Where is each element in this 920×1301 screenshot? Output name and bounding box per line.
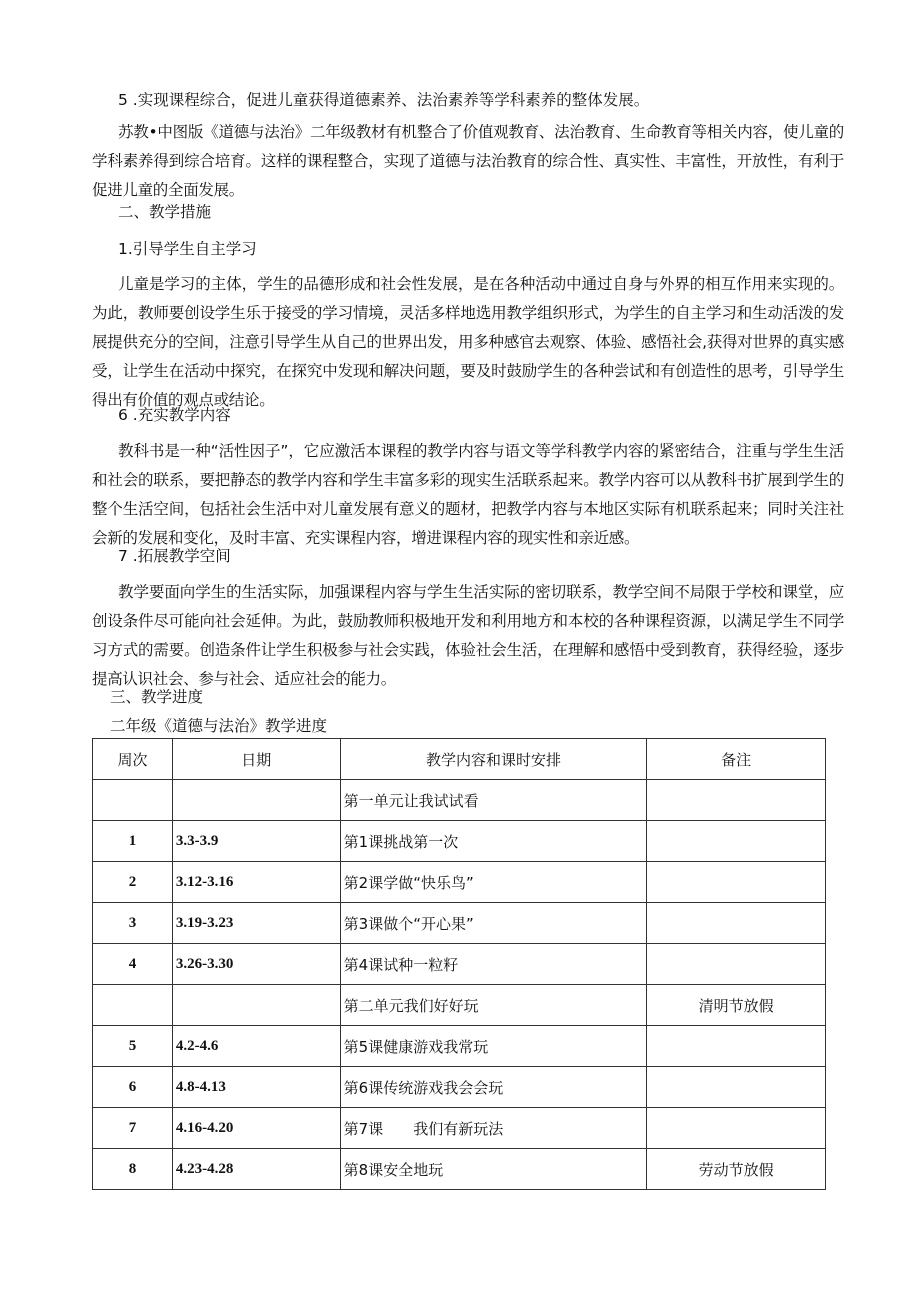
week-cell: 8 xyxy=(93,1149,173,1190)
section-5-paragraph: 苏教•中图版《道德与法治》二年级教材有机整合了价值观教育、法治教育、生命教育等相关内容，使儿童的学科素养得到综合培育。这样的课程整合，实现了道德与法治教育的综合性、真实性、丰富性，开放性，有利于促进儿童的全面发展。 xyxy=(92,123,844,199)
notes-cell xyxy=(647,862,826,903)
section-5-heading: 5 .实现课程综合，促进儿童获得道德素养、法治素养等学科素养的整体发展。 xyxy=(118,91,650,109)
header-week: 周次 xyxy=(93,739,173,780)
week-cell: 5 xyxy=(93,1026,173,1067)
date-cell: 4.8-4.13 xyxy=(172,1067,340,1108)
measure-7-heading: 7 .拓展教学空间 xyxy=(118,547,231,565)
date-cell: 3.26-3.30 xyxy=(172,944,340,985)
date-cell: 3.3-3.9 xyxy=(172,821,340,862)
table-row xyxy=(93,1149,826,1190)
content-cell: 第8课安全地玩 xyxy=(340,1149,647,1190)
content-cell: 第6课传统游戏我会会玩 xyxy=(340,1067,647,1108)
header-content: 教学内容和课时安排 xyxy=(340,739,647,780)
notes-cell xyxy=(647,1067,826,1108)
table-caption: 二年级《道德与法治》教学进度 xyxy=(110,717,328,735)
table-row xyxy=(93,1026,826,1067)
week-cell xyxy=(93,985,173,1026)
notes-cell xyxy=(647,780,826,821)
table-row xyxy=(93,780,826,821)
week-cell: 7 xyxy=(93,1108,173,1149)
header-date: 日期 xyxy=(172,739,340,780)
schedule-table xyxy=(92,738,826,1190)
content-cell: 第2课学做“快乐鸟” xyxy=(340,862,647,903)
part-2-heading: 二、教学措施 xyxy=(118,203,212,221)
table-row xyxy=(93,903,826,944)
measure-1-paragraph: 儿童是学习的主体，学生的品德形成和社会性发展，是在各种活动中通过自身与外界的相互作用来实现的。为此，教师要创设学生乐于接受的学习情境，灵活多样地选用教学组织形式，为学生的自主学习和生动活泼的发展提供充分的空间，注意引导学生从自己的世界出发，用多种感官去观察、体验、感悟社会,获得对世界的真实感受，让学生在活动中探究，在探究中发现和解决问题，要及时鼓励学生的各种尝试和有创造性的思考，引导学生得出有价值的观点或结论。 xyxy=(92,275,844,409)
header-notes: 备注 xyxy=(647,739,826,780)
table-row xyxy=(93,862,826,903)
content-cell: 第1课挑战第一次 xyxy=(340,821,647,862)
week-cell: 4 xyxy=(93,944,173,985)
table-header-row xyxy=(93,739,826,780)
measure-6-paragraph: 教科书是一种“活性因子”，它应激活本课程的教学内容与语文等学科教学内容的紧密结合，注重与学生生活和社会的联系，要把静态的教学内容和学生丰富多彩的现实生活联系起来。教学内容可以从教科书扩展到学生的整个生活空间，包括社会生活中对儿童发展有意义的题材，把教学内容与本地区实际有机联系起来；同时关注社会新的发展和变化，及时丰富、充实课程内容，增进课程内容的现实性和亲近感。 xyxy=(92,442,844,547)
week-cell: 6 xyxy=(93,1067,173,1108)
date-cell: 4.16-4.20 xyxy=(172,1108,340,1149)
content-cell: 第7课 我们有新玩法 xyxy=(340,1108,647,1149)
date-cell: 3.12-3.16 xyxy=(172,862,340,903)
table-row xyxy=(93,1108,826,1149)
content-cell: 第4课试种一粒籽 xyxy=(340,944,647,985)
notes-cell: 清明节放假 xyxy=(647,985,826,1026)
week-cell: 2 xyxy=(93,862,173,903)
measure-7-paragraph: 教学要面向学生的生活实际，加强课程内容与学生生活实际的密切联系，教学空间不局限于学校和课堂，应创设条件尽可能向社会延伸。为此，鼓励教师积极地开发和利用地方和本校的各种课程资源，以满足学生不同学习方式的需要。创造条件让学生积极参与社会实践，体验社会生活，在理解和感悟中受到教育，获得经验，逐步提高认识社会、参与社会、适应社会的能力。 xyxy=(92,583,844,688)
table-row xyxy=(93,1067,826,1108)
date-cell xyxy=(172,780,340,821)
content-cell: 第一单元让我试试看 xyxy=(340,780,647,821)
part-3-heading: 三、教学进度 xyxy=(110,688,204,706)
notes-cell: 劳动节放假 xyxy=(647,1149,826,1190)
date-cell: 3.19-3.23 xyxy=(172,903,340,944)
week-cell: 1 xyxy=(93,821,173,862)
content-cell: 第5课健康游戏我常玩 xyxy=(340,1026,647,1067)
measure-1-heading: 1.引导学生自主学习 xyxy=(118,240,257,258)
content-cell: 第3课做个“开心果” xyxy=(340,903,647,944)
notes-cell xyxy=(647,1108,826,1149)
table-row xyxy=(93,821,826,862)
notes-cell xyxy=(647,1026,826,1067)
content-cell: 第二单元我们好好玩 xyxy=(340,985,647,1026)
notes-cell xyxy=(647,944,826,985)
table-row xyxy=(93,944,826,985)
date-cell: 4.2-4.6 xyxy=(172,1026,340,1067)
week-cell xyxy=(93,780,173,821)
measure-6-heading: 6 .充实教学内容 xyxy=(118,406,231,424)
week-cell: 3 xyxy=(93,903,173,944)
date-cell: 4.23-4.28 xyxy=(172,1149,340,1190)
table-row xyxy=(93,985,826,1026)
date-cell xyxy=(172,985,340,1026)
notes-cell xyxy=(647,821,826,862)
notes-cell xyxy=(647,903,826,944)
